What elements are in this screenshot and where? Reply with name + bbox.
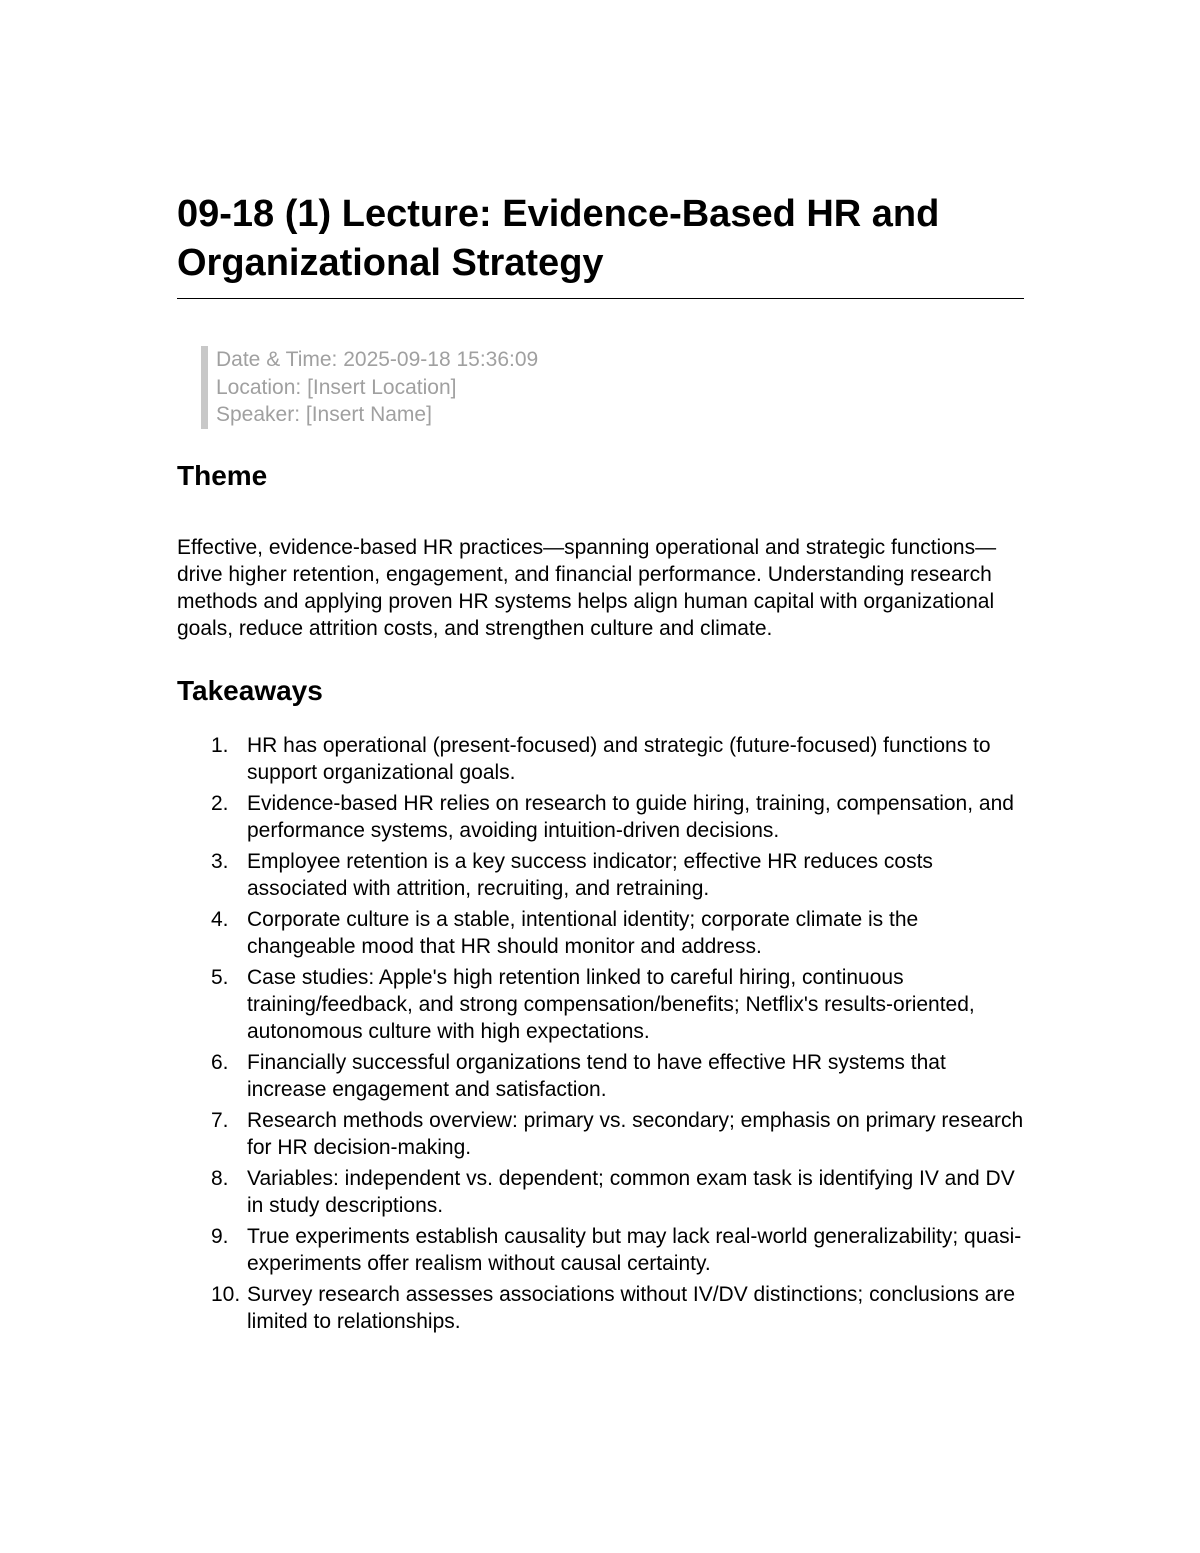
list-item-text: Variables: independent vs. dependent; common exam task is identifying IV and DV in study descriptions.	[247, 1167, 1015, 1218]
list-item-number: 6.	[211, 1051, 229, 1075]
list-item	[177, 1223, 1024, 1277]
takeaways-heading: Takeaways	[177, 675, 323, 707]
list-item-text: Case studies: Apple's high retention linked to careful hiring, continuous training/feedback, and strong compensation/benefits; Netflix's results-oriented, autonomous culture with high expectations.	[247, 966, 975, 1044]
list-item	[177, 732, 1024, 786]
list-item-number: 3.	[211, 850, 229, 874]
list-item-text: Survey research assesses associations without IV/DV distinctions; conclusions are limited to relationships.	[247, 1283, 1016, 1334]
list-item-text: True experiments establish causality but may lack real-world generalizability; quasi-experiments offer realism without causal certainty.	[247, 1225, 1022, 1276]
list-item-number: 2.	[211, 792, 229, 816]
list-item-text: HR has operational (present-focused) and strategic (future-focused) functions to support organizational goals.	[247, 734, 991, 785]
theme-heading: Theme	[177, 459, 268, 491]
list-item	[177, 848, 1024, 902]
document-page	[177, 190, 1024, 1351]
meta-location: Location: [Insert Location]	[216, 375, 457, 399]
list-item-text: Financially successful organizations tend to have effective HR systems that increase engagement and satisfaction.	[247, 1051, 946, 1102]
list-item	[177, 1107, 1024, 1161]
page-title: 09-18 (1) Lecture: Evidence-Based HR and Organizational Strategy	[177, 190, 1024, 299]
takeaways-list	[177, 732, 1024, 1335]
meta-date-time: Date & Time: 2025-09-18 15:36:09	[216, 348, 539, 371]
list-item	[177, 790, 1024, 844]
list-item-number: 5.	[211, 966, 229, 990]
list-item-number: 10.	[211, 1283, 241, 1307]
list-item	[177, 1281, 1024, 1335]
list-item-text: Research methods overview: primary vs. secondary; emphasis on primary research for HR decision-making.	[247, 1109, 1024, 1160]
meta-speaker: Speaker: [Insert Name]	[216, 403, 432, 426]
list-item	[177, 906, 1024, 960]
list-item-number: 9.	[211, 1225, 229, 1249]
list-item-text: Employee retention is a key success indicator; effective HR reduces costs associated with attrition, recruiting, and retraining.	[247, 850, 933, 901]
meta-blockquote	[201, 346, 1024, 429]
list-item	[177, 1049, 1024, 1103]
list-item	[177, 1165, 1024, 1219]
list-item-number: 1.	[211, 734, 229, 758]
list-item-number: 4.	[211, 908, 229, 932]
list-item	[177, 964, 1024, 1045]
list-item-number: 8.	[211, 1167, 229, 1191]
list-item-number: 7.	[211, 1109, 229, 1133]
list-item-text: Corporate culture is a stable, intentional identity; corporate climate is the changeable mood that HR should monitor and address.	[247, 908, 919, 959]
list-item-text: Evidence-based HR relies on research to guide hiring, training, compensation, and performance systems, avoiding intuition-driven decisions.	[247, 792, 1014, 843]
theme-paragraph: Effective, evidence-based HR practices—spanning operational and strategic functions—drive higher retention, engagement, and financial performance. Understanding research methods and applying proven HR systems helps align human capital with organizational goals, reduce attrition costs, and strengthen culture and climate.	[177, 535, 997, 641]
